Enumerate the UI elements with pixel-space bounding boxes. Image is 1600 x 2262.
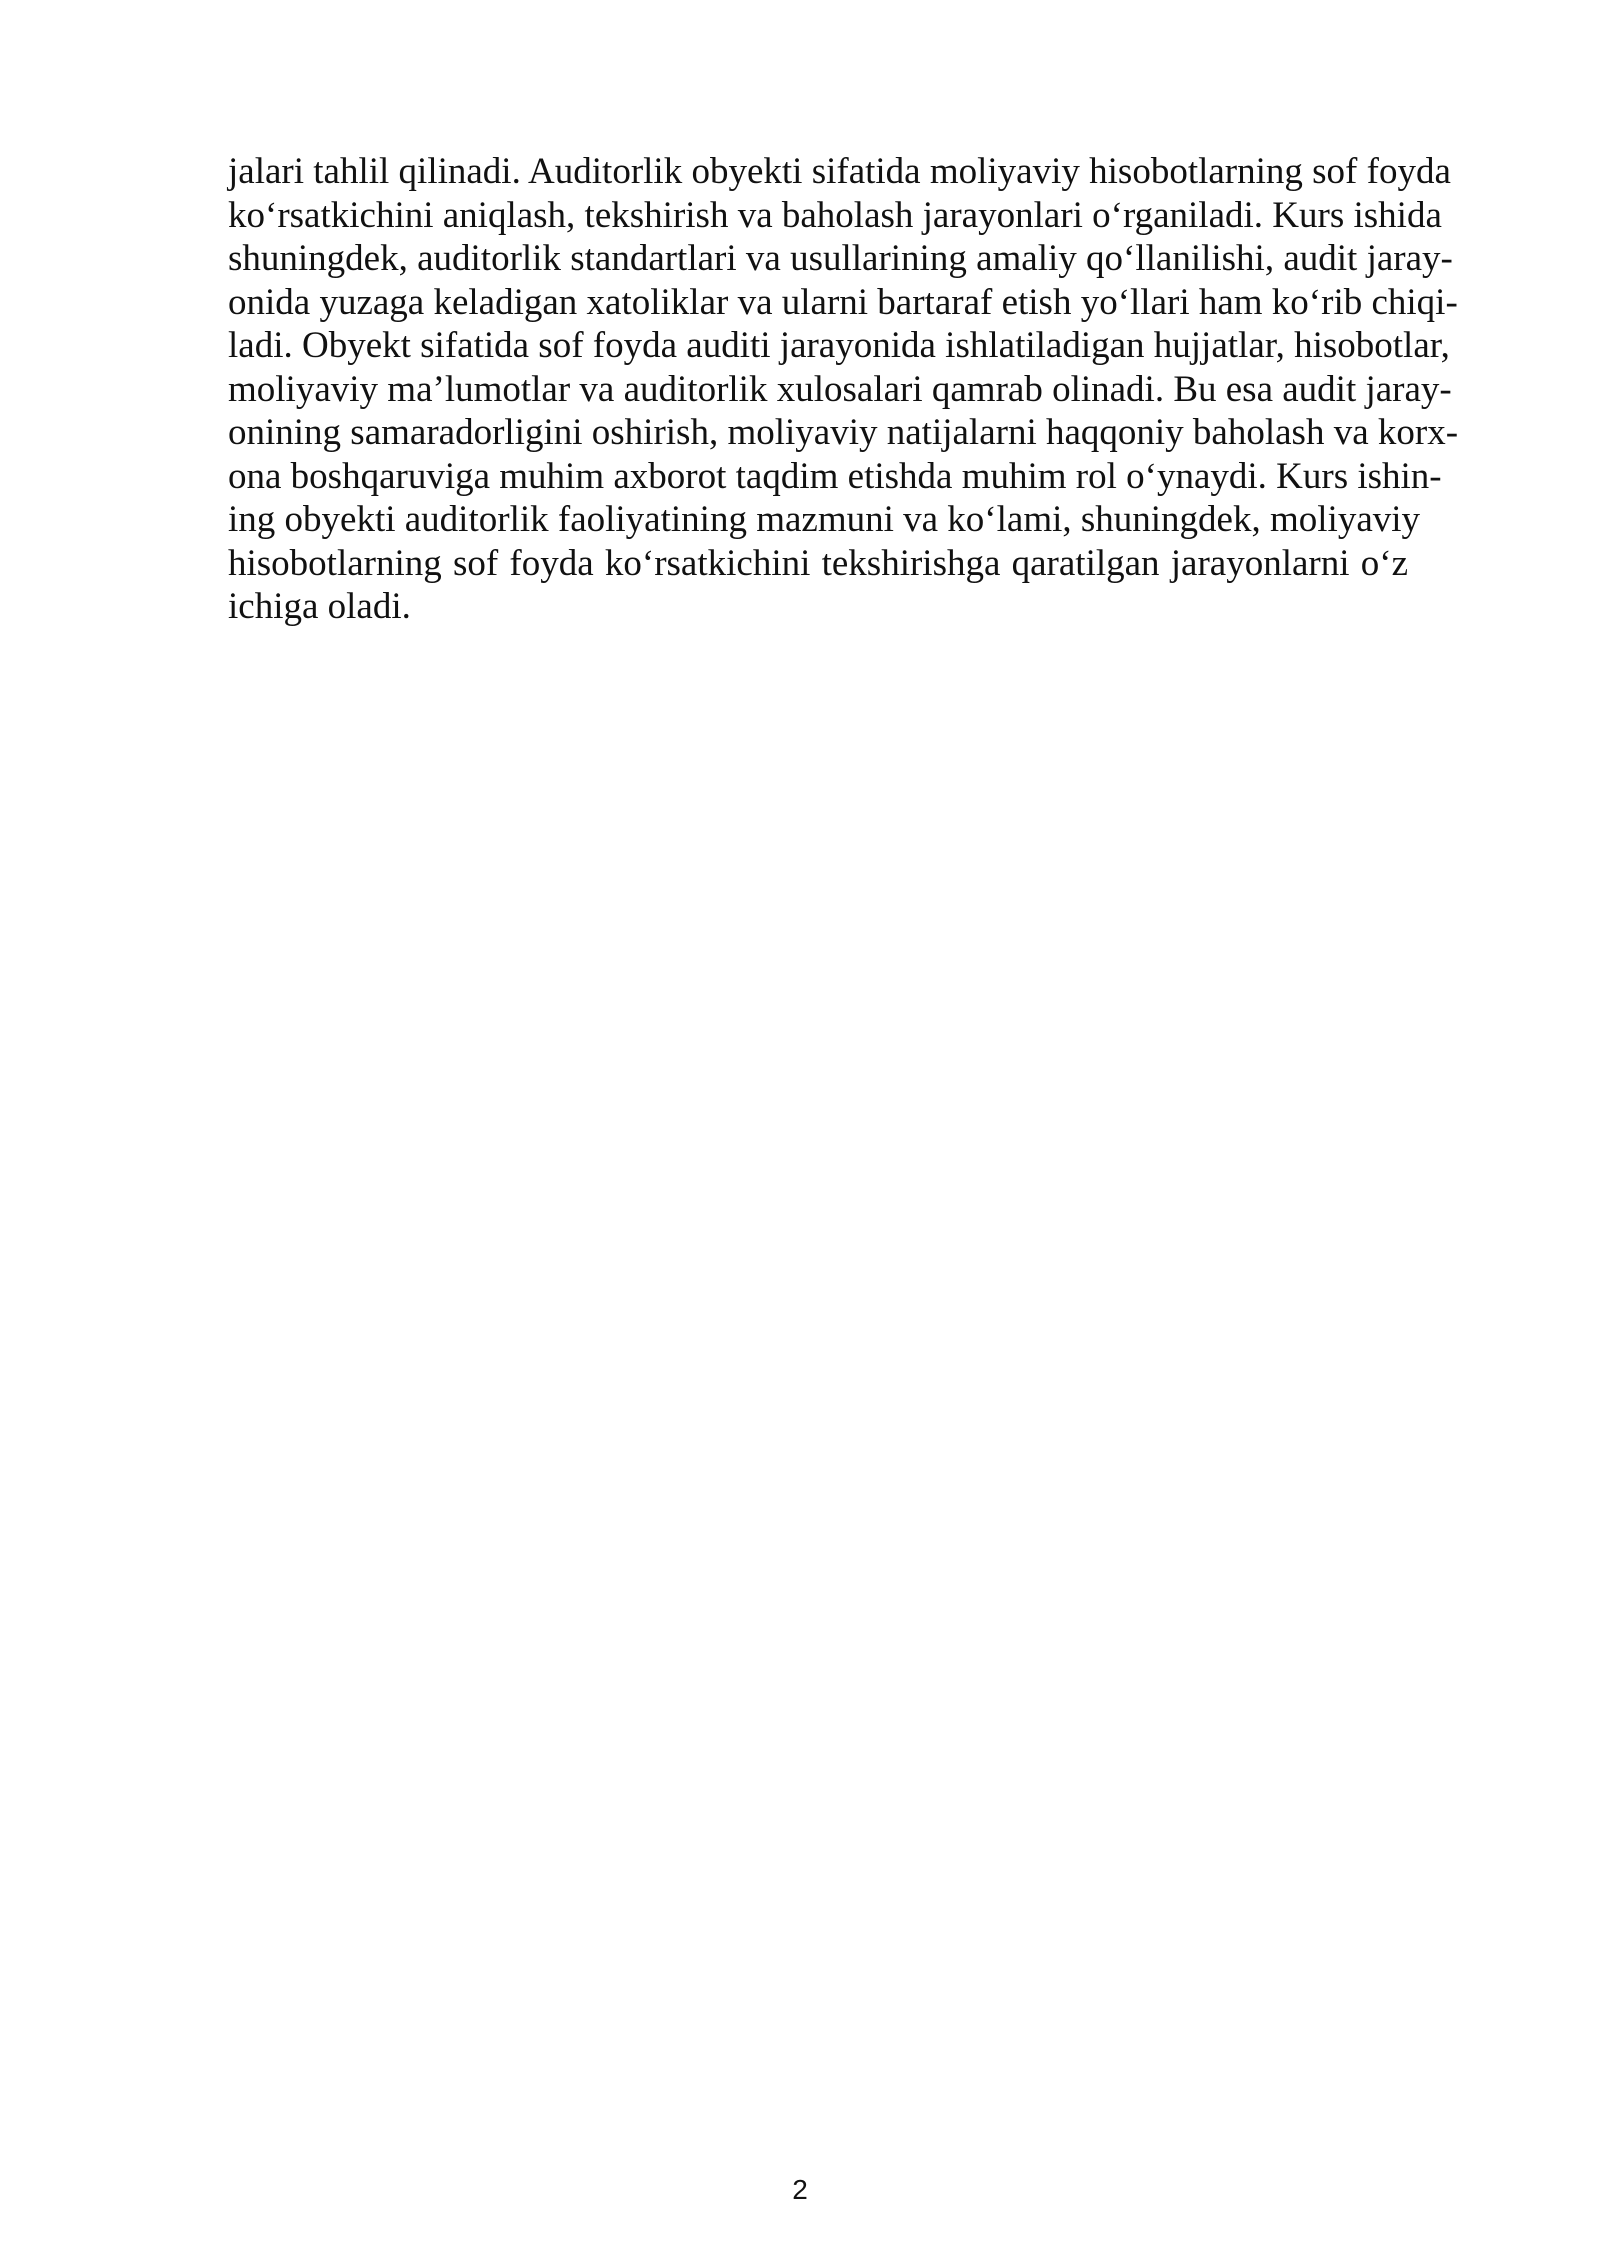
paragraph-line: shuningdek, auditorlik standartlari va usullarining amaliy qo‘llanilishi, audit jaray- bbox=[228, 238, 1453, 279]
page-number: 2 bbox=[792, 2174, 808, 2205]
paragraph-line: hisobotlarning sof foyda ko‘rsatkichini tekshirishga qaratilgan jarayonlarni o‘z bbox=[228, 542, 1408, 584]
paragraph-line: ichiga oladi. bbox=[228, 586, 411, 627]
paragraph-line: jalari tahlil qilinadi. Auditorlik obyekti sifatida moliyaviy hisobotlarning sof foyda bbox=[228, 151, 1451, 192]
paragraph-line: moliyaviy ma’lumotlar va auditorlik xulosalari qamrab olinadi. Bu esa audit jaray- bbox=[228, 368, 1452, 410]
paragraph-line: onida yuzaga keladigan xatoliklar va ularni bartaraf etish yo‘llari ham ko‘rib chiqi- bbox=[228, 281, 1458, 323]
paragraph-line: ko‘rsatkichini aniqlash, tekshirish va baholash jarayonlari o‘rganiladi. Kurs ishida bbox=[228, 194, 1442, 236]
body-paragraph bbox=[228, 150, 1459, 629]
paragraph-line: ing obyekti auditorlik faoliyatining mazmuni va ko‘lami, shuningdek, moliyaviy bbox=[228, 499, 1421, 540]
paragraph-line: ladi. Obyekt sifatida sof foyda auditi jarayonida ishlatiladigan hujjatlar, hisobotlar, bbox=[228, 325, 1450, 366]
paragraph-line: onining samaradorligini oshirish, moliyaviy natijalarni haqqoniy baholash va korx- bbox=[228, 412, 1459, 453]
paragraph-line: ona boshqaruviga muhim axborot taqdim etishda muhim rol o‘ynaydi. Kurs ishin- bbox=[228, 455, 1442, 497]
